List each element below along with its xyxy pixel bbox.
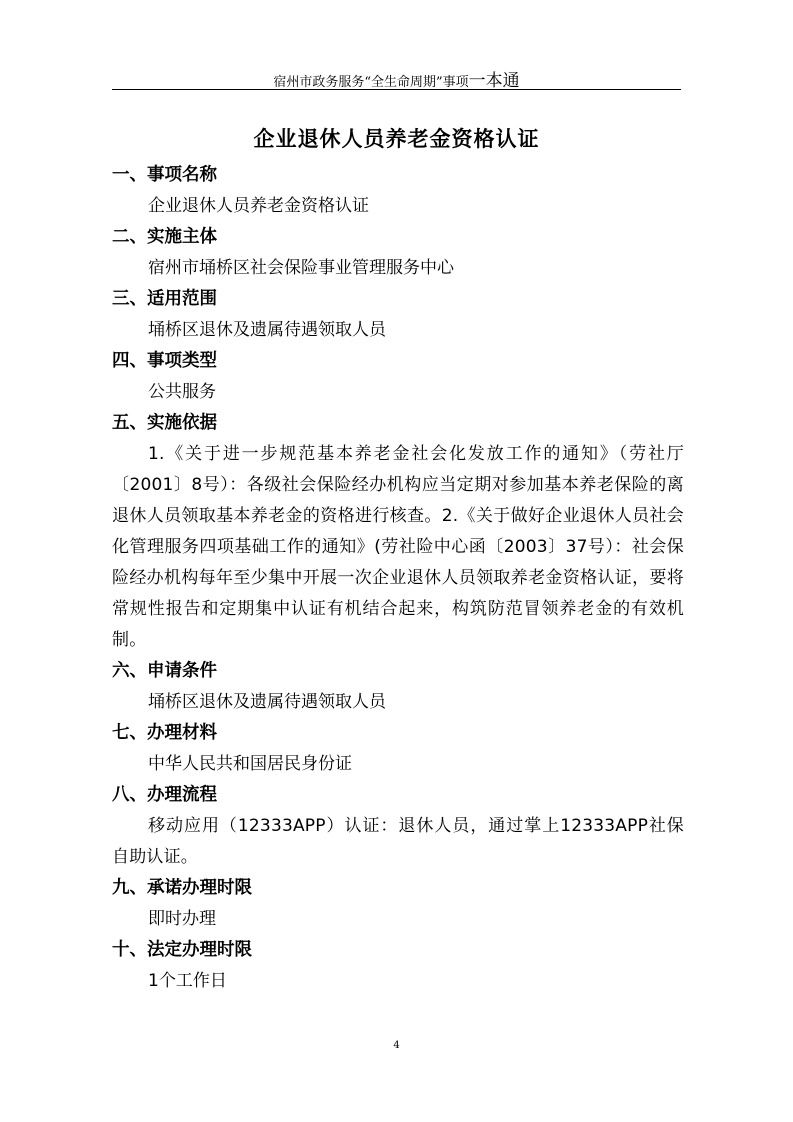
section-body-item-type: 公共服务 xyxy=(148,382,216,402)
document-title: 企业退休人员养老金资格认证 xyxy=(253,127,540,151)
page-header xyxy=(0,66,793,91)
section-heading-conditions: 六、申请条件 xyxy=(112,661,217,681)
section-body-materials: 中华人民共和国居民身份证 xyxy=(148,754,352,774)
section-heading-item-name: 一、事项名称 xyxy=(112,165,217,185)
header-suffix: 一本通 xyxy=(468,71,520,91)
header-rule xyxy=(112,89,681,90)
section-body-conditions: 埇桥区退休及遗属待遇领取人员 xyxy=(148,692,386,712)
section-heading-legal-time: 十、法定办理时限 xyxy=(112,940,252,960)
header-text: 宿州市政务服务“全生命周期”事项 xyxy=(273,75,469,90)
section-body-item-name: 企业退休人员养老金资格认证 xyxy=(148,196,369,216)
section-heading-scope: 三、适用范围 xyxy=(112,289,217,309)
section-body-legal-time: 1个工作日 xyxy=(148,971,227,991)
section-body-legal-basis: 1.《关于进一步规范基本养老金社会化发放工作的通知》（劳社厅〔2001〕8号）：各级社会保险经办机构应当定期对参加基本养老保险的离退休人员领取基本养老金的资格进行核查。2.《关于做好企业退休人员社会化管理服务四项基础工作的通知》(劳社险中心函〔2003〕37号）：社会保险经办机构每年至少集中开展一次企业退休人员领取养老金资格认证，要将常规性报告和定期集中认证有机结合起来，构筑防范冒领养老金的有效机制。 xyxy=(112,444,684,650)
section-heading-legal-basis: 五、实施依据 xyxy=(112,413,217,433)
section-body-implementing-body: 宿州市埇桥区社会保险事业管理服务中心 xyxy=(148,258,454,278)
document-body xyxy=(112,160,684,997)
section-heading-implementing-body: 二、实施主体 xyxy=(112,227,217,247)
page-number: 4 xyxy=(393,1040,400,1051)
section-heading-process: 八、办理流程 xyxy=(112,785,217,805)
section-heading-materials: 七、办理材料 xyxy=(112,723,217,743)
section-body-process: 移动应用（12333APP）认证：退休人员，通过掌上12333APP社保自助认证。 xyxy=(112,816,684,867)
section-body-scope: 埇桥区退休及遗属待遇领取人员 xyxy=(148,320,386,340)
section-heading-item-type: 四、事项类型 xyxy=(112,351,217,371)
section-heading-promised-time: 九、承诺办理时限 xyxy=(112,878,252,898)
section-body-promised-time: 即时办理 xyxy=(148,909,216,929)
